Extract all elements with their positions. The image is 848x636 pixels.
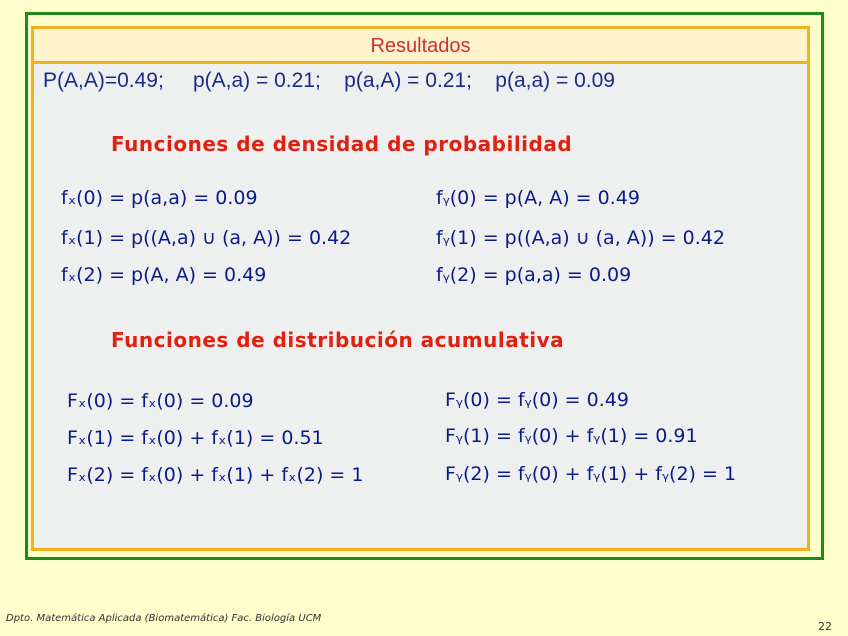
- footer-text: Dpto. Matemática Aplicada (Biomatemática) Fac. Biología UCM: [6, 613, 322, 624]
- panel-title: Resultados: [34, 29, 807, 64]
- joint-probabilities: P(A,A)=0.49; p(A,a) = 0.21; p(a,A) = 0.21; p(a,a) = 0.09: [43, 69, 615, 92]
- density-fx-1: fₓ(1) = p((A,a) ∪ (a, A)) = 0.42: [61, 227, 352, 249]
- cumulative-Fx-0: Fₓ(0) = fₓ(0) = 0.09: [67, 390, 254, 412]
- density-fy-0: fᵧ(0) = p(A, A) = 0.49: [436, 187, 640, 209]
- page-number: 22: [818, 620, 832, 633]
- density-fx-2: fₓ(2) = p(A, A) = 0.49: [61, 264, 267, 286]
- density-heading: Funciones de densidad de probabilidad: [111, 132, 573, 156]
- cumulative-Fy-0: Fᵧ(0) = fᵧ(0) = 0.49: [445, 389, 629, 411]
- density-fy-1: fᵧ(1) = p((A,a) ∪ (a, A)) = 0.42: [436, 227, 725, 249]
- density-fx-0: fₓ(0) = p(a,a) = 0.09: [61, 187, 258, 209]
- cumulative-Fx-2: Fₓ(2) = fₓ(0) + fₓ(1) + fₓ(2) = 1: [67, 464, 364, 486]
- cumulative-heading: Funciones de distribución acumulativa: [111, 328, 565, 352]
- cumulative-Fy-1: Fᵧ(1) = fᵧ(0) + fᵧ(1) = 0.91: [445, 425, 698, 447]
- cumulative-Fy-2: Fᵧ(2) = fᵧ(0) + fᵧ(1) + fᵧ(2) = 1: [445, 463, 737, 485]
- cumulative-Fx-1: Fₓ(1) = fₓ(0) + fₓ(1) = 0.51: [67, 427, 324, 449]
- density-fy-2: fᵧ(2) = p(a,a) = 0.09: [436, 264, 632, 286]
- results-panel: [31, 26, 810, 551]
